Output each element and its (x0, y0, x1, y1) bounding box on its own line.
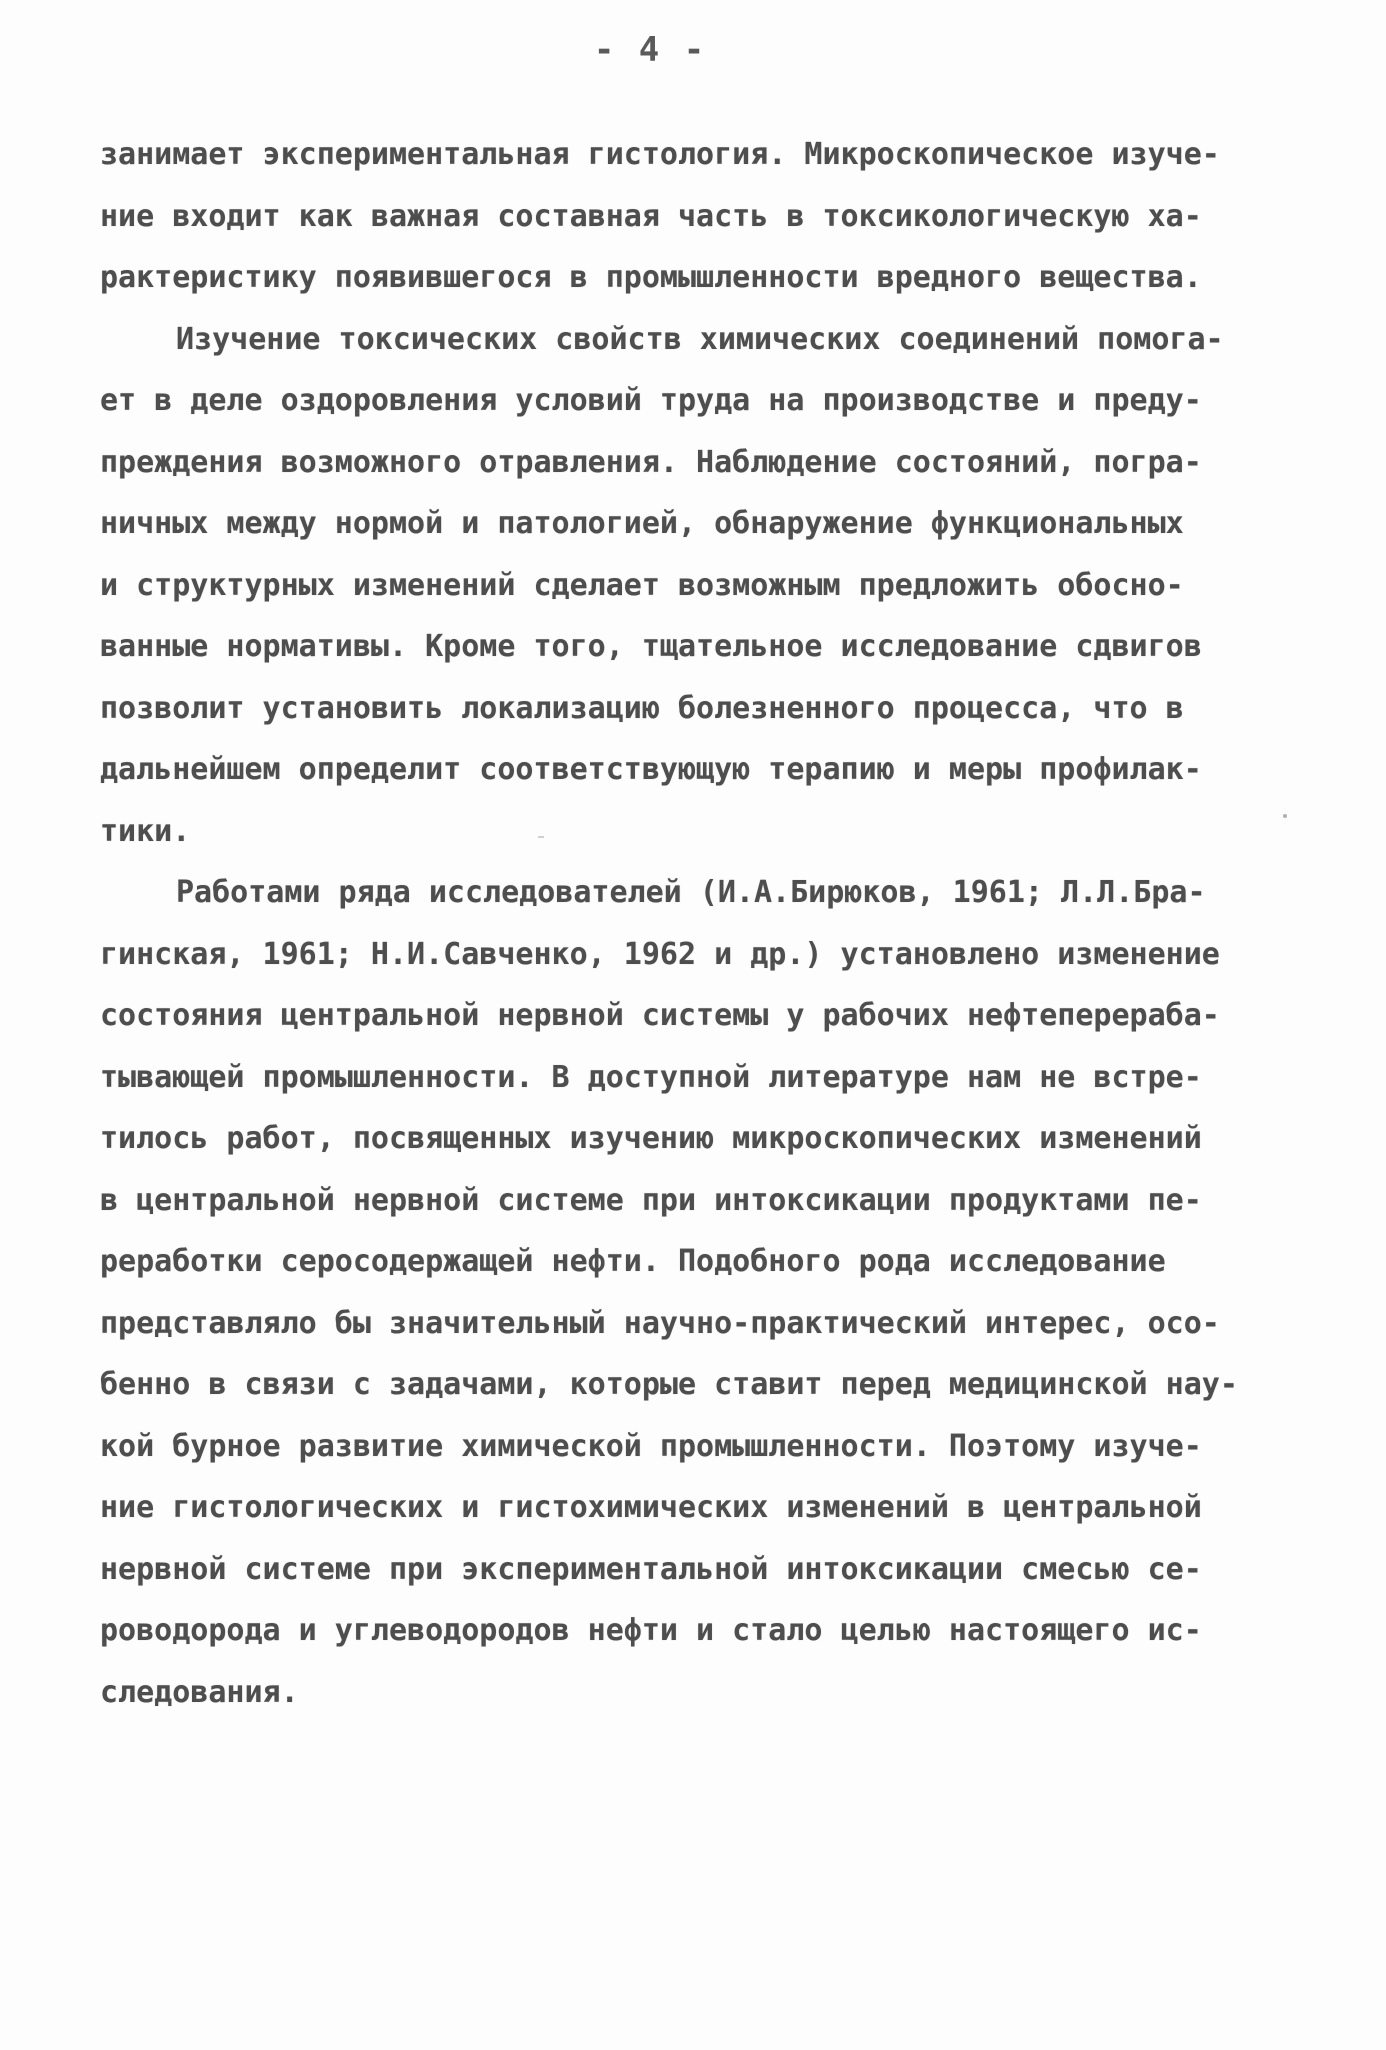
text-line: представляло бы значительный научно-практический интерес, осо- (100, 1305, 1220, 1341)
text-line: ванные нормативы. Кроме того, тщательное исследование сдвигов (100, 629, 1202, 664)
paragraph-start-line: Изучение токсических свойств химических соединений помога- (176, 321, 1224, 357)
text-line: позволит установить локализацию болезненного процесса, что в (100, 690, 1184, 726)
body-text (100, 124, 1300, 1723)
text-line: реработки серосодержащей нефти. Подобного рода исследование (100, 1244, 1166, 1279)
text-line: в центральной нервной системе при интоксикации продуктами пе- (100, 1182, 1202, 1218)
text-line: роводорода и углеводородов нефти и стало целью настоящего ис- (100, 1613, 1202, 1648)
text-line: тилось работ, посвященных изучению микроскопических изменений (100, 1121, 1202, 1156)
text-line: бенно в связи с задачами, которые ставит перед медицинской нау- (100, 1367, 1238, 1402)
text-line: нервной системе при экспериментальной интоксикации смесью се- (100, 1551, 1202, 1587)
page-number: - 4 - (593, 30, 707, 70)
text-line: рактеристику появившегося в промышленности вредного вещества. (100, 260, 1202, 295)
scan-speck (538, 836, 544, 838)
text-line: ет в деле оздоровления условий труда на производстве и преду- (100, 383, 1202, 418)
text-line: преждения возможного отравления. Наблюдение состояний, погра- (100, 444, 1202, 480)
text-line: гинская, 1961; Н.И.Савченко, 1962 и др.) установлено изменение (100, 936, 1220, 972)
scan-speck (1283, 814, 1287, 818)
text-line: тывающей промышленности. В доступной литературе нам не встре- (100, 1059, 1202, 1095)
text-line: следования. (100, 1674, 299, 1710)
text-line: ничных между нормой и патологией, обнаружение функциональных (100, 506, 1184, 541)
text-line: и структурных изменений сделает возможным предложить обосно- (100, 567, 1184, 603)
text-line: кой бурное развитие химической промышленности. Поэтому изуче- (100, 1428, 1202, 1464)
paragraph-start-line: Работами ряда исследователей (И.А.Бирюков, 1961; Л.Л.Бра- (176, 875, 1206, 910)
text-line: дальнейшем определит соответствующую терапию и меры профилак- (100, 752, 1202, 787)
text-line: ние входит как важная составная часть в токсикологическую ха- (100, 198, 1202, 234)
text-line: тики. (100, 813, 191, 849)
text-line: состояния центральной нервной системы у рабочих нефтеперераба- (100, 998, 1220, 1033)
text-line: ние гистологических и гистохимических изменений в центральной (100, 1490, 1202, 1525)
text-line: занимает экспериментальная гистология. Микроскопическое изуче- (100, 137, 1220, 172)
